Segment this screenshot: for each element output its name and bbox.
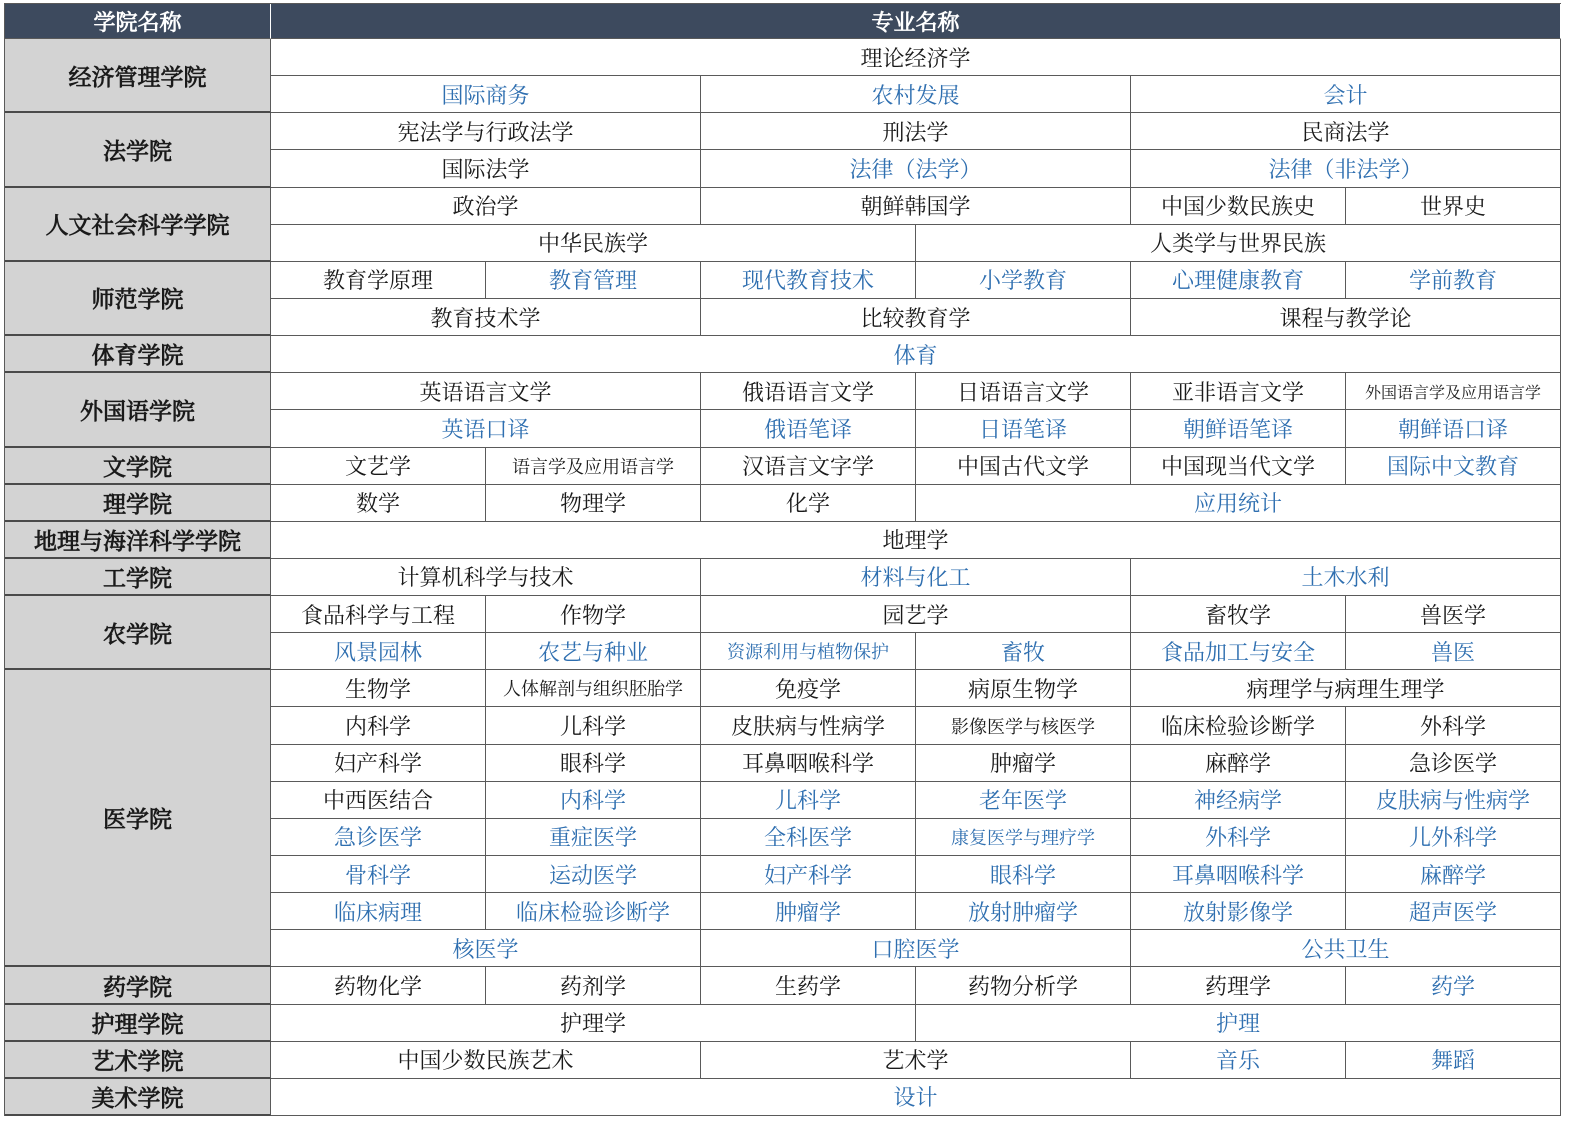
- major-cell: 汉语言文字学: [701, 448, 916, 485]
- major-cell: 中国古代文学: [916, 448, 1131, 485]
- major-cell: 宪法学与行政法学: [271, 113, 701, 150]
- major-cell: 口腔医学: [701, 930, 1131, 967]
- major-cell: 畜牧学: [1131, 596, 1346, 633]
- major-cell: 材料与化工: [701, 559, 1131, 596]
- major-cell: 艺术学: [701, 1042, 1131, 1079]
- major-cell: 药剂学: [486, 967, 701, 1004]
- major-cell: 眼科学: [486, 745, 701, 782]
- college-name: 地理与海洋科学学院: [5, 522, 271, 559]
- majors-table: [4, 3, 1561, 1116]
- major-cell: 康复医学与理疗学: [916, 819, 1131, 856]
- major-cell: 临床检验诊断学: [486, 893, 701, 930]
- major-cell: 食品科学与工程: [271, 596, 486, 633]
- major-cell: 化学: [701, 485, 916, 522]
- major-cell: 儿科学: [486, 707, 701, 744]
- major-cell: 皮肤病与性病学: [701, 707, 916, 744]
- major-cell: 音乐: [1131, 1042, 1346, 1079]
- major-cell: 比较教育学: [701, 299, 1131, 336]
- major-cell: 肿瘤学: [916, 745, 1131, 782]
- college-name: 美术学院: [5, 1079, 271, 1116]
- college-name: 外国语学院: [5, 373, 271, 447]
- major-cell: 内科学: [486, 782, 701, 819]
- major-cell: 护理: [916, 1005, 1561, 1042]
- major-cell: 资源利用与植物保护: [701, 633, 916, 670]
- major-cell: 兽医: [1346, 633, 1561, 670]
- major-cell: 风景园林: [271, 633, 486, 670]
- major-cell: 中国少数民族史: [1131, 188, 1346, 225]
- college-name: 医学院: [5, 670, 271, 967]
- major-cell: 放射肿瘤学: [916, 893, 1131, 930]
- college-name: 文学院: [5, 448, 271, 485]
- major-cell: 农村发展: [701, 76, 1131, 113]
- major-cell: 药物分析学: [916, 967, 1131, 1004]
- major-cell: 俄语笔译: [701, 410, 916, 447]
- college-name: 理学院: [5, 485, 271, 522]
- major-cell: 教育技术学: [271, 299, 701, 336]
- major-cell: 国际商务: [271, 76, 701, 113]
- major-cell: 病原生物学: [916, 670, 1131, 707]
- major-cell: 耳鼻咽喉科学: [1131, 856, 1346, 893]
- major-cell: 中国少数民族艺术: [271, 1042, 701, 1079]
- major-cell: 药物化学: [271, 967, 486, 1004]
- major-cell: 核医学: [271, 930, 701, 967]
- major-cell: 教育学原理: [271, 262, 486, 299]
- college-name: 师范学院: [5, 262, 271, 336]
- major-cell: 儿科学: [701, 782, 916, 819]
- major-cell: 英语语言文学: [271, 373, 701, 410]
- major-cell: 外国语言学及应用语言学: [1346, 373, 1561, 410]
- major-cell: 小学教育: [916, 262, 1131, 299]
- major-cell: 麻醉学: [1346, 856, 1561, 893]
- college-name: 法学院: [5, 113, 271, 187]
- major-cell: 亚非语言文学: [1131, 373, 1346, 410]
- major-cell: 临床病理: [271, 893, 486, 930]
- college-name: 护理学院: [5, 1005, 271, 1042]
- college-name: 人文社会科学学院: [5, 188, 271, 262]
- college-name: 农学院: [5, 596, 271, 670]
- major-cell: 国际中文教育: [1346, 448, 1561, 485]
- college-name: 体育学院: [5, 336, 271, 373]
- major-cell: 放射影像学: [1131, 893, 1346, 930]
- major-cell: 政治学: [271, 188, 701, 225]
- major-cell: 生药学: [701, 967, 916, 1004]
- major-cell: 皮肤病与性病学: [1346, 782, 1561, 819]
- major-cell: 麻醉学: [1131, 745, 1346, 782]
- header-college: 学院名称: [5, 4, 271, 39]
- college-name: 工学院: [5, 559, 271, 596]
- major-cell: 眼科学: [916, 856, 1131, 893]
- major-cell: 物理学: [486, 485, 701, 522]
- major-cell: 兽医学: [1346, 596, 1561, 633]
- major-cell: 妇产科学: [701, 856, 916, 893]
- major-cell: 朝鲜语笔译: [1131, 410, 1346, 447]
- major-cell: 神经病学: [1131, 782, 1346, 819]
- major-cell: 舞蹈: [1346, 1042, 1561, 1079]
- major-cell: 法律（非法学）: [1131, 150, 1561, 187]
- major-cell: 朝鲜韩国学: [701, 188, 1131, 225]
- major-cell: 园艺学: [701, 596, 1131, 633]
- major-cell: 理论经济学: [271, 39, 1561, 76]
- major-cell: 药学: [1346, 967, 1561, 1004]
- header-major: 专业名称: [271, 4, 1561, 39]
- major-cell: 作物学: [486, 596, 701, 633]
- major-cell: 耳鼻咽喉科学: [701, 745, 916, 782]
- major-cell: 设计: [271, 1079, 1561, 1116]
- major-cell: 生物学: [271, 670, 486, 707]
- major-cell: 骨科学: [271, 856, 486, 893]
- major-cell: 土木水利: [1131, 559, 1561, 596]
- major-cell: 英语口译: [271, 410, 701, 447]
- major-cell: 课程与教学论: [1131, 299, 1561, 336]
- major-cell: 教育管理: [486, 262, 701, 299]
- major-cell: 农艺与种业: [486, 633, 701, 670]
- major-cell: 运动医学: [486, 856, 701, 893]
- major-cell: 内科学: [271, 707, 486, 744]
- major-cell: 心理健康教育: [1131, 262, 1346, 299]
- major-cell: 超声医学: [1346, 893, 1561, 930]
- major-cell: 食品加工与安全: [1131, 633, 1346, 670]
- major-cell: 药理学: [1131, 967, 1346, 1004]
- major-cell: 日语语言文学: [916, 373, 1131, 410]
- major-cell: 刑法学: [701, 113, 1131, 150]
- major-cell: 妇产科学: [271, 745, 486, 782]
- major-cell: 中国现当代文学: [1131, 448, 1346, 485]
- college-name: 艺术学院: [5, 1042, 271, 1079]
- major-cell: 人类学与世界民族: [916, 225, 1561, 262]
- major-cell: 肿瘤学: [701, 893, 916, 930]
- major-cell: 数学: [271, 485, 486, 522]
- college-name: 经济管理学院: [5, 39, 271, 113]
- major-cell: 影像医学与核医学: [916, 707, 1131, 744]
- major-cell: 病理学与病理生理学: [1131, 670, 1561, 707]
- major-cell: 世界史: [1346, 188, 1561, 225]
- major-cell: 临床检验诊断学: [1131, 707, 1346, 744]
- major-cell: 语言学及应用语言学: [486, 448, 701, 485]
- college-name: 药学院: [5, 967, 271, 1004]
- major-cell: 法律（法学）: [701, 150, 1131, 187]
- major-cell: 会计: [1131, 76, 1561, 113]
- major-cell: 全科医学: [701, 819, 916, 856]
- major-cell: 外科学: [1131, 819, 1346, 856]
- major-cell: 老年医学: [916, 782, 1131, 819]
- major-cell: 畜牧: [916, 633, 1131, 670]
- major-cell: 公共卫生: [1131, 930, 1561, 967]
- major-cell: 外科学: [1346, 707, 1561, 744]
- major-cell: 现代教育技术: [701, 262, 916, 299]
- major-cell: 免疫学: [701, 670, 916, 707]
- major-cell: 体育: [271, 336, 1561, 373]
- major-cell: 重症医学: [486, 819, 701, 856]
- major-cell: 学前教育: [1346, 262, 1561, 299]
- major-cell: 俄语语言文学: [701, 373, 916, 410]
- major-cell: 计算机科学与技术: [271, 559, 701, 596]
- major-cell: 朝鲜语口译: [1346, 410, 1561, 447]
- major-cell: 文艺学: [271, 448, 486, 485]
- major-cell: 民商法学: [1131, 113, 1561, 150]
- major-cell: 人体解剖与组织胚胎学: [486, 670, 701, 707]
- major-cell: 中华民族学: [271, 225, 916, 262]
- major-cell: 儿外科学: [1346, 819, 1561, 856]
- major-cell: 急诊医学: [271, 819, 486, 856]
- major-cell: 地理学: [271, 522, 1561, 559]
- major-cell: 护理学: [271, 1005, 916, 1042]
- major-cell: 日语笔译: [916, 410, 1131, 447]
- major-cell: 中西医结合: [271, 782, 486, 819]
- major-cell: 国际法学: [271, 150, 701, 187]
- major-cell: 急诊医学: [1346, 745, 1561, 782]
- major-cell: 应用统计: [916, 485, 1561, 522]
